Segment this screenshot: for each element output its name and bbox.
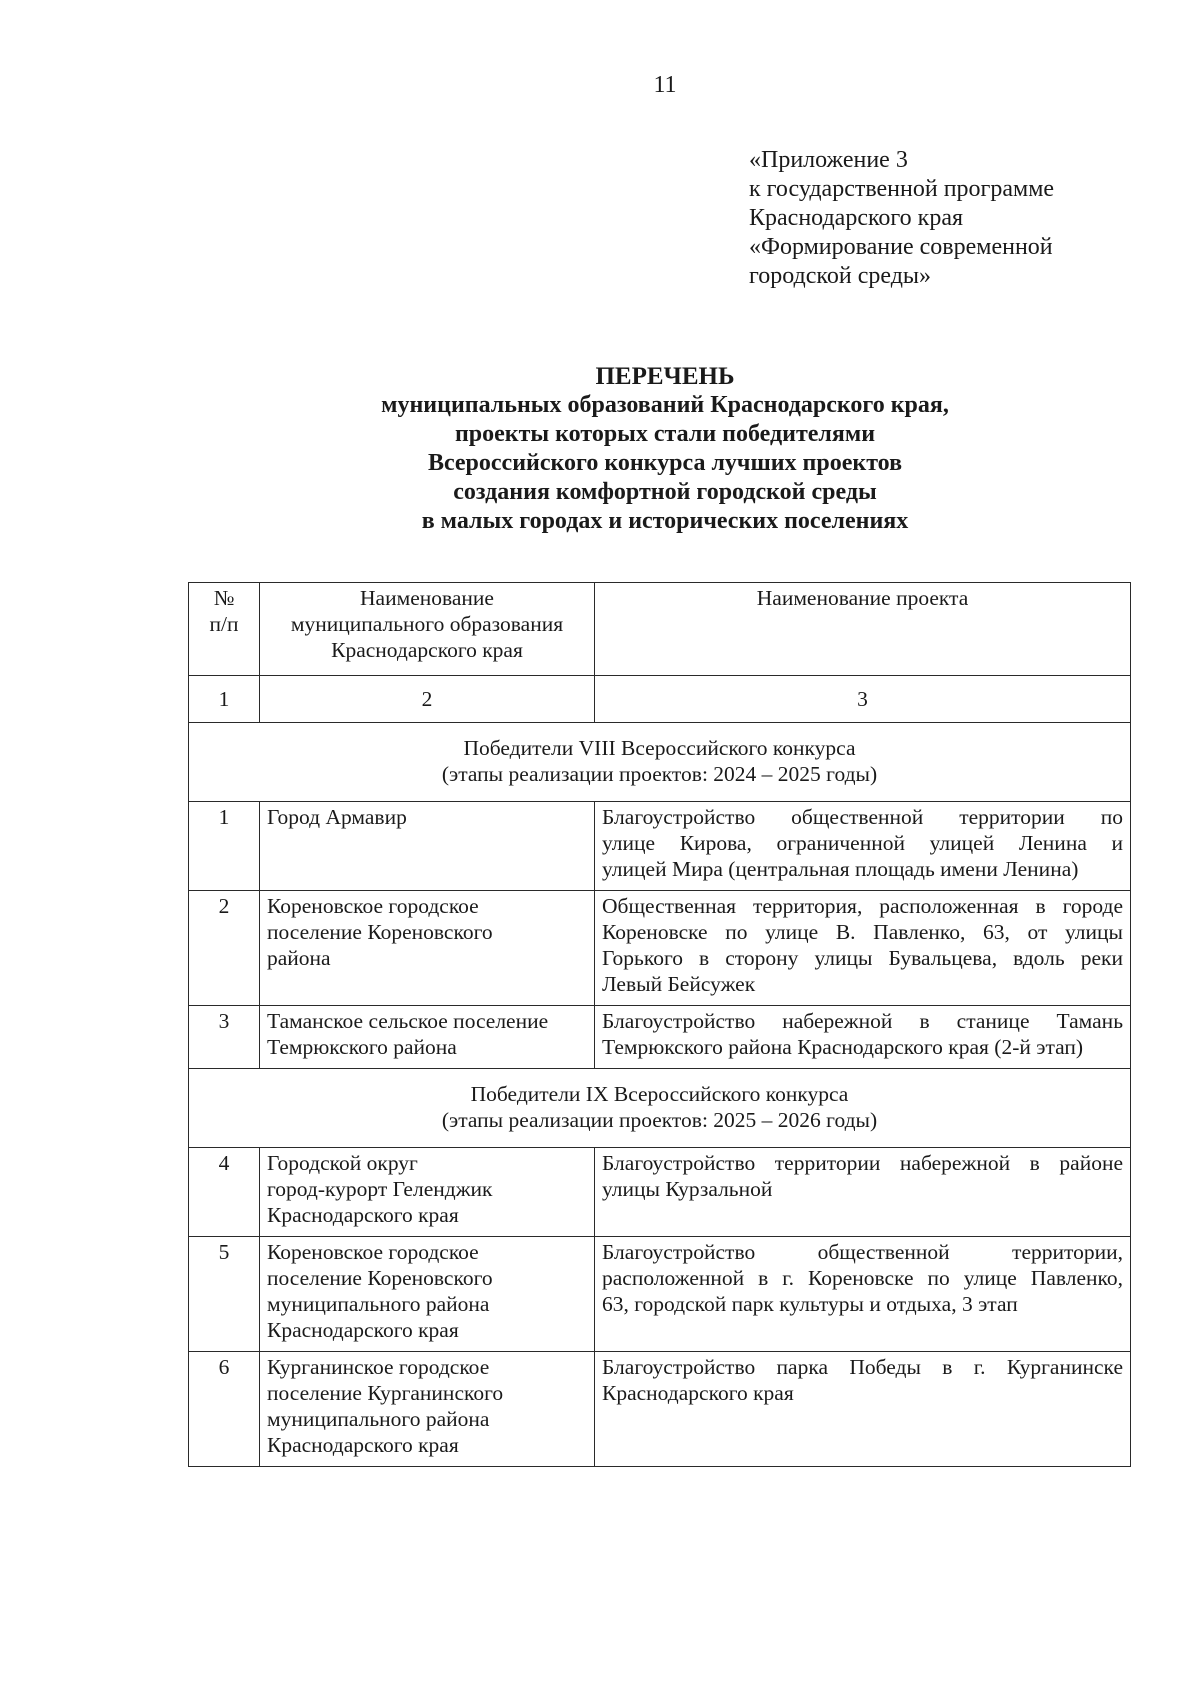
- section-header: Победители VIII Всероссийского конкурса (этапы реализации проектов: 2024 – 2025 годы): [189, 723, 1131, 802]
- row-number: 2: [189, 891, 260, 1006]
- title-line: создания комфортной городской среды: [453, 479, 877, 505]
- project-cell: Благоустройство общественной территории, расположенной в г. Кореновске по улице Павленко, 63, городской парк культуры и отдыха, 3 этап: [595, 1237, 1131, 1352]
- project-cell: Благоустройство общественной территории по улице Кирова, ограниченной улицей Ленина и улицей Мира (центральная площадь имени Ленина): [595, 802, 1131, 891]
- appendix-line: «Приложение 3: [749, 147, 908, 173]
- table-row: [189, 1006, 1131, 1069]
- row-number: 1: [189, 802, 260, 891]
- index-cell: 1: [189, 676, 260, 723]
- section-header-row: [189, 723, 1131, 802]
- appendix-line: «Формирование современной: [749, 234, 1053, 260]
- table-row: [189, 891, 1131, 1006]
- header-cell-number: № п/п: [189, 583, 260, 676]
- project-cell: Общественная территория, расположенная в городе Кореновске по улице В. Павленко, 63, от улицы Горького в сторону улицы Бувальцева, вдоль реки Левый Бейсужек: [595, 891, 1131, 1006]
- municipality-cell: Кореновское городское поселение Кореновского муниципального района Краснодарского края: [260, 1237, 595, 1352]
- appendix-line: Краснодарского края: [749, 205, 964, 231]
- table-row: [189, 1148, 1131, 1237]
- municipality-cell: Городской округ город-курорт Геленджик Краснодарского края: [260, 1148, 595, 1237]
- section-header-row: [189, 1069, 1131, 1148]
- table-header-row: [189, 583, 1131, 676]
- header-cell-project: Наименование проекта: [595, 583, 1131, 676]
- municipality-cell: Кореновское городское поселение Кореновского района: [260, 891, 595, 1006]
- row-number: 3: [189, 1006, 260, 1069]
- municipalities-table: [188, 582, 1131, 1467]
- title-main: ПЕРЕЧЕНЬ: [595, 363, 735, 390]
- document-title: [190, 362, 1140, 536]
- row-number: 4: [189, 1148, 260, 1237]
- municipality-cell: Курганинское городское поселение Курганинского муниципального района Краснодарского края: [260, 1352, 595, 1467]
- title-line: Всероссийского конкурса лучших проектов: [427, 450, 903, 476]
- appendix-line: городской среды»: [749, 263, 932, 289]
- page-number: 11: [653, 72, 677, 98]
- header-cell-municipality: Наименование муниципального образования Краснодарского края: [260, 583, 595, 676]
- appendix-line: к государственной программе: [749, 176, 1055, 202]
- table-row: [189, 1237, 1131, 1352]
- table-row: [189, 802, 1131, 891]
- appendix-note: [749, 146, 1054, 291]
- table-index-row: [189, 676, 1131, 723]
- project-cell: Благоустройство территории набережной в районе улицы Курзальной: [595, 1148, 1131, 1237]
- index-cell: 2: [260, 676, 595, 723]
- row-number: 5: [189, 1237, 260, 1352]
- municipality-cell: Таманское сельское поселение Темрюкского района: [260, 1006, 595, 1069]
- section-header: Победители IX Всероссийского конкурса (этапы реализации проектов: 2025 – 2026 годы): [189, 1069, 1131, 1148]
- index-cell: 3: [595, 676, 1131, 723]
- table-row: [189, 1352, 1131, 1467]
- project-cell: Благоустройство парка Победы в г. Курганинске Краснодарского края: [595, 1352, 1131, 1467]
- title-line: муниципальных образований Краснодарского края,: [381, 392, 949, 418]
- title-line: в малых городах и исторических поселениях: [421, 508, 909, 534]
- municipality-cell: Город Армавир: [260, 802, 595, 891]
- row-number: 6: [189, 1352, 260, 1467]
- project-cell: Благоустройство набережной в станице Тамань Темрюкского района Краснодарского края (2-й этап): [595, 1006, 1131, 1069]
- title-line: проекты которых стали победителями: [454, 421, 876, 447]
